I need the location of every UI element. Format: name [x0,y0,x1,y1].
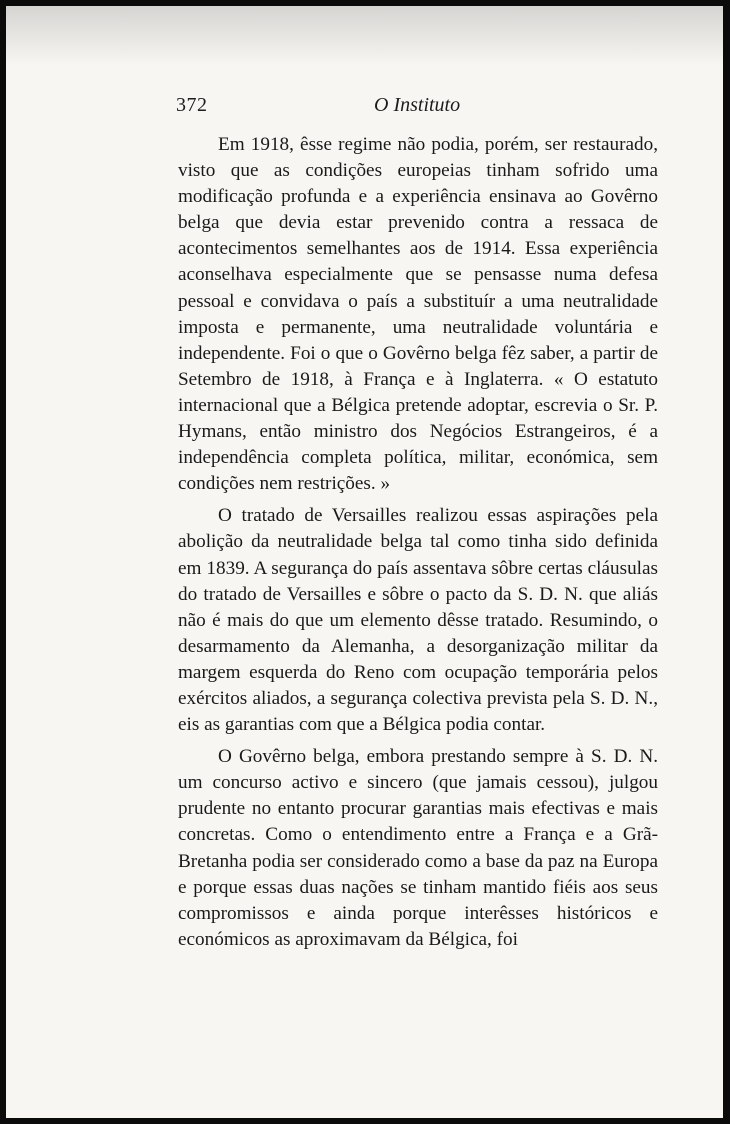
body-text [178,132,658,959]
running-head [176,94,666,124]
book-page [6,6,723,1118]
running-title: O Instituto [374,94,461,116]
paragraph-2: O tratado de Versailles realizou essas aspirações pela abolição da neutralidade belga tal como tinha sido definida em 1839. A segurança do país assentava sôbre certas cláusulas do tratado de Versailles e sôbre o pacto da S. D. N. que aliás não é mais do que um elemento dêsse tratado. Resumindo, o desarmamento da Alemanha, a desorganização militar da margem esquerda do Reno com ocupação temporária pelos exércitos aliados, a segurança colectiva prevista pela S. D. N., eis as garantias com que a Bélgica podia contar. [178,505,658,736]
page-number: 372 [176,94,208,116]
paragraph-1: Em 1918, êsse regime não podia, porém, ser restaurado, visto que as condições europeias tinham sofrido uma modificação profunda e a experiência ensinava ao Govêrno belga que devia estar prevenido contra a ressaca de acontecimentos semelhantes aos de 1914. Essa experiência aconselhava especialmente que se pensasse numa defesa pessoal e convidava o país a substituír a uma neutralidade imposta e permanente, uma neutralidade voluntária e independente. Foi o que o Govêrno belga fêz saber, a partir de Setembro de 1918, à França e à Inglaterra. « O estatuto internacional que a Bélgica pretende adoptar, escrevia o Sr. P. Hymans, então ministro dos Negócios Estrangeiros, é a independência completa política, militar, económica, sem condições nem restrições. » [178,134,658,495]
paragraph-3: O Govêrno belga, embora prestando sempre à S. D. N. um concurso activo e sincero (que jamais cessou), julgou prudente no entanto procurar garantias mais efectivas e mais concretas. Como o entendimento entre a França e a Grã-Bretanha podia ser considerado como a base da paz na Europa e porque essas duas nações se tinham mantido fiéis aos seus compromissos e ainda porque interêsses históricos e económicos as aproximavam da Bélgica, foi [178,746,658,950]
